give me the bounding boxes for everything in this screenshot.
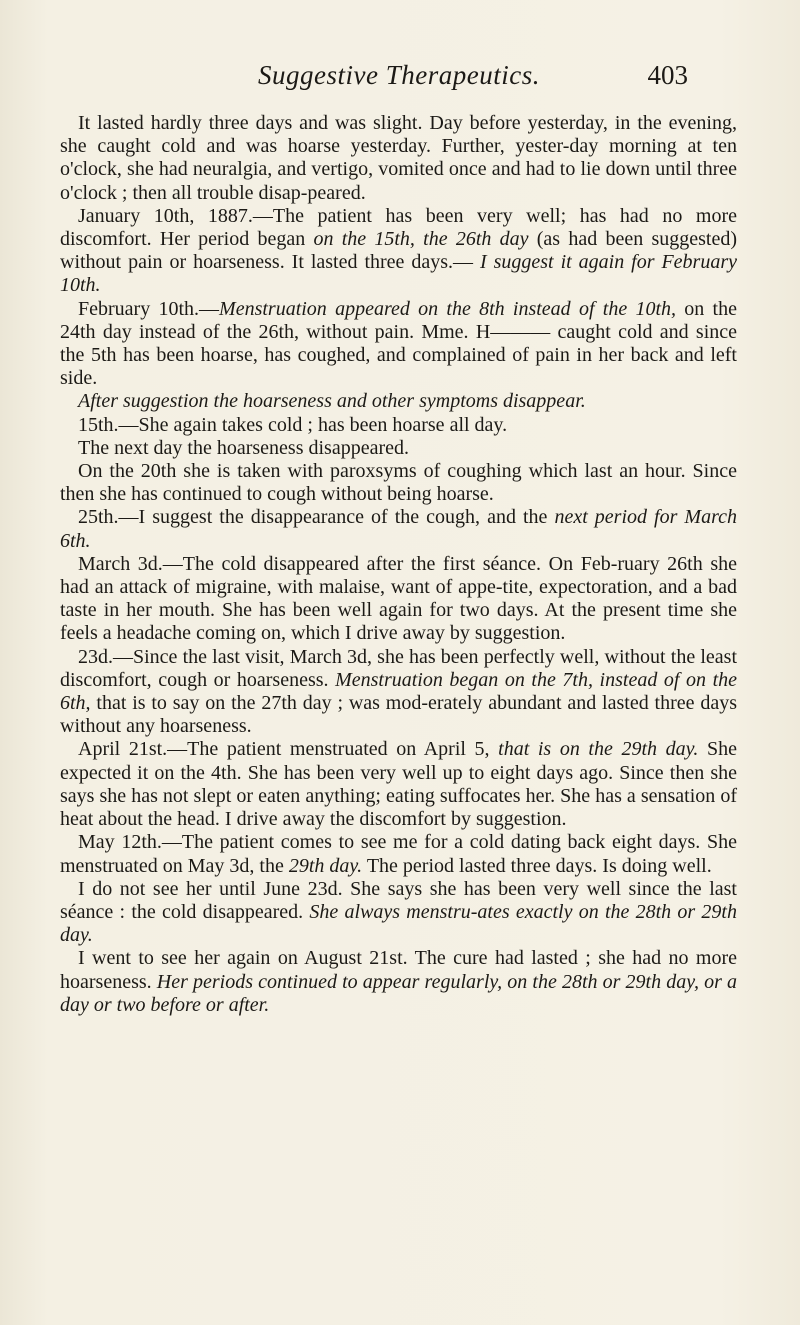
paragraph (60, 414, 737, 437)
italic-text: next period for March 6th. (60, 506, 737, 552)
page-header (258, 60, 688, 100)
text-run: She expected it on the 4th. She has been very well up to eight days ago. Since then she says she has not slept or eaten anything; eating suffocates her. She has a sensation of heat about the head. I drive away the discomfort by suggestion. (60, 738, 737, 831)
text-run: 15th.—She again takes cold ; has been hoarse all day. (78, 413, 508, 436)
text-run: The next day the hoarseness disappeared. (78, 436, 409, 459)
paragraph (60, 205, 737, 298)
paragraph (60, 831, 737, 877)
italic-text: that is on the 29th day. (498, 738, 699, 761)
italic-text: She always menstru-ates exactly on the 28th or 29th day. (60, 900, 737, 947)
paragraph (60, 646, 737, 739)
paragraph (60, 460, 737, 506)
text-run: March 3d.—The cold disappeared after the first séance. On Feb-ruary 26th she had an attack of migraine, with malaise, want of appe-tite, expectoration, and a bad taste in her mouth. She has been well again for two days. At the present time she feels a headache coming on, which I drive away by suggestion. (60, 552, 737, 645)
text-run: February 10th.— (78, 297, 220, 320)
paragraph (60, 947, 737, 1017)
text-run: that is to say on the 27th day ; was mod-erately abundant and lasted three days without any hoarseness. (60, 692, 737, 738)
paragraph (60, 553, 737, 646)
italic-text: 29th day. (288, 854, 363, 877)
text-run: (as had been suggested) without pain or hoarseness. It lasted three days.— (60, 228, 737, 274)
italic-text: on the 15th, the 26th day (313, 228, 529, 251)
paragraph (60, 738, 737, 831)
italic-text: Menstruation appeared on the 8th instead of the 10th, (219, 297, 677, 320)
page-number: 403 (647, 60, 688, 90)
text-run: I went to see her again on August 21st. The cure had lasted ; she had no more hoarseness. (60, 947, 737, 993)
text-run: On the 20th she is taken with paroxsyms of coughing which last an hour. Since then she has continued to cough without being hoarse. (60, 460, 737, 506)
italic-text: Her periods continued to appear regularly, on the 28th or 29th day, or a day or two before or after. (60, 970, 737, 1016)
paragraph (60, 506, 737, 552)
paragraph (60, 878, 737, 948)
text-run: I do not see her until June 23d. She says she has been very well since the last séance : the cold disappeared. (60, 877, 737, 923)
italic-text: After suggestion the hoarseness and other symptoms disappear. (78, 390, 586, 413)
italic-text: Menstruation began on the 7th, instead of on the 6th, (60, 668, 738, 715)
text-run: 25th.—I suggest the disappearance of the cough, and the (78, 506, 555, 529)
paragraph (60, 112, 737, 205)
running-title: Suggestive Therapeutics. (258, 60, 540, 90)
text-run: January 10th, 1887.—The patient has been very well; has had no more discomfort. Her period began (60, 204, 737, 251)
text-run: The period lasted three days. Is doing well. (362, 854, 712, 877)
body-text (60, 112, 737, 1017)
paragraph (60, 437, 737, 460)
italic-text: I suggest it again for February 10th. (60, 251, 737, 297)
paragraph (60, 390, 737, 413)
text-run: on the 24th day instead of the 26th, without pain. Mme. H——— caught cold and since the 5th has been hoarse, has coughed, and complained of pain in her back and left side. (60, 297, 737, 390)
text-run: It lasted hardly three days and was slight. Day before yesterday, in the evening, she caught cold and was hoarse yesterday. Further, yester-day morning at ten o'clock, she had neuralgia, and vertigo, vomited once and had to lie down until three o'clock ; then all trouble disap-peared. (60, 112, 737, 204)
text-run: April 21st.—The patient menstruated on April 5, (78, 738, 499, 761)
text-run: May 12th.—The patient comes to see me for a cold dating back eight days. She menstruated on May 3d, the (60, 831, 737, 877)
paragraph (60, 298, 737, 391)
text-run: 23d.—Since the last visit, March 3d, she has been perfectly well, without the least discomfort, cough or hoarseness. (60, 645, 737, 691)
